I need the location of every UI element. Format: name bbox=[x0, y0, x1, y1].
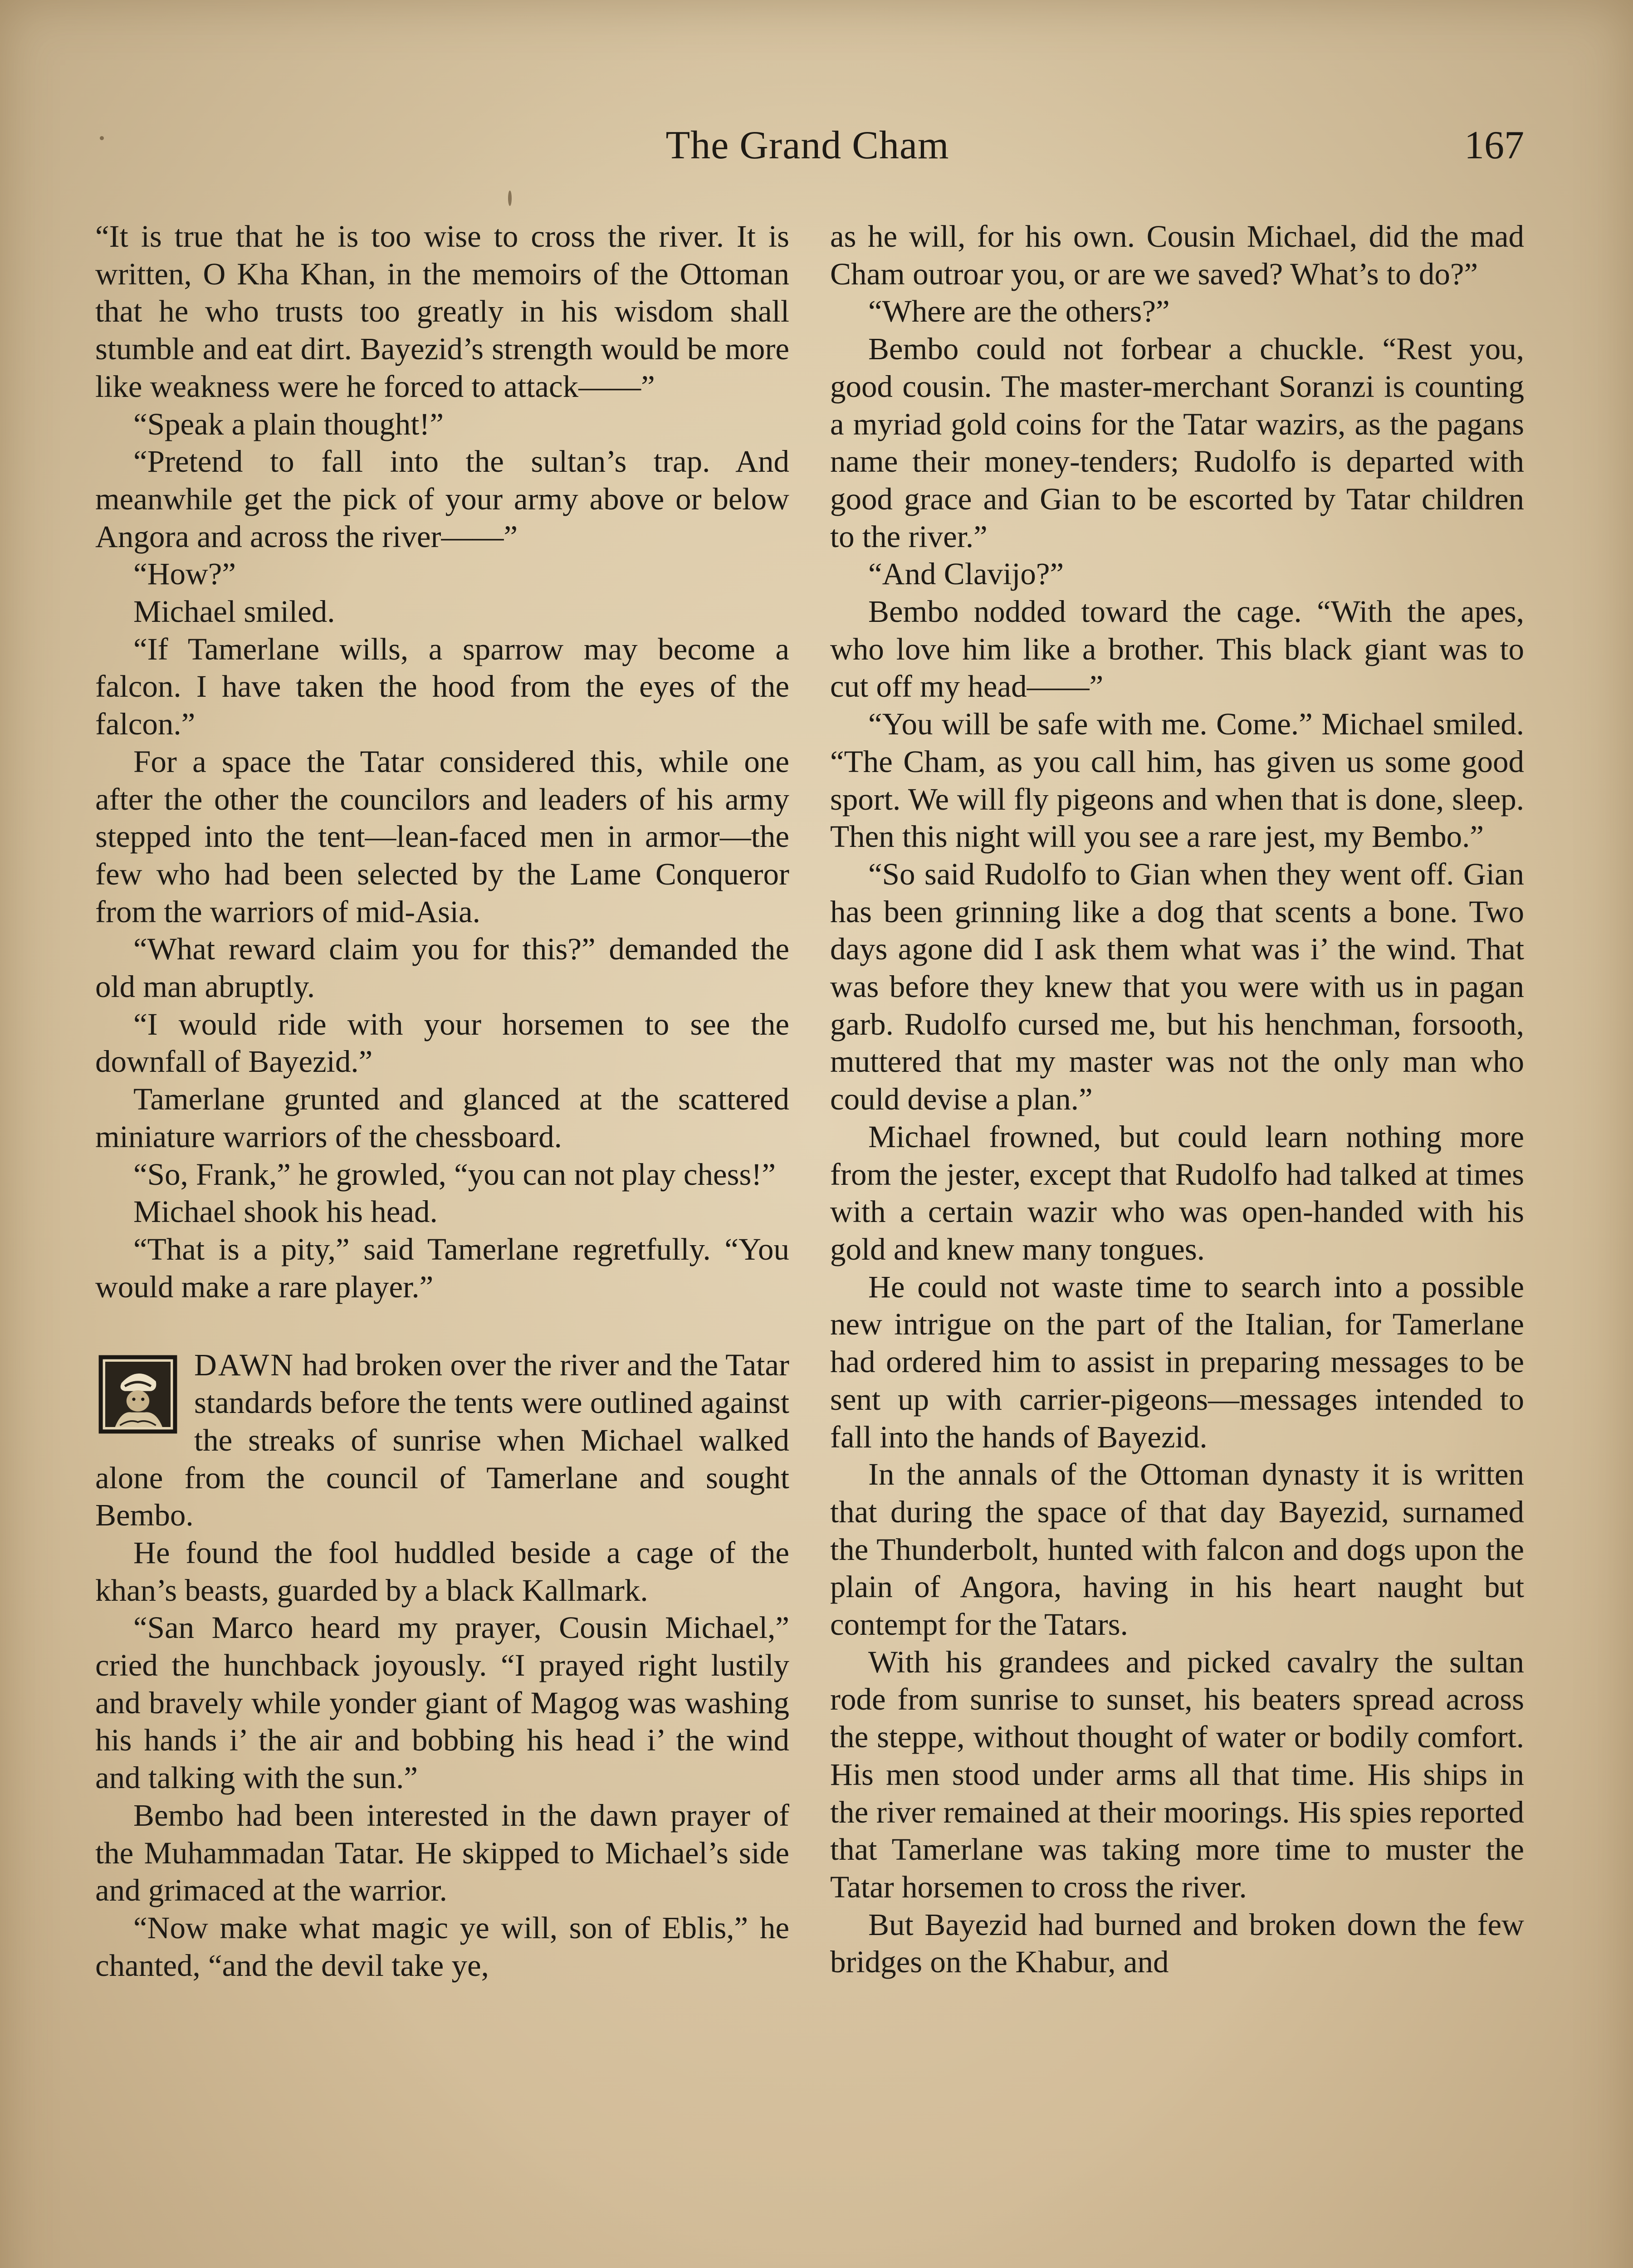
paragraph: Bembo had been interested in the dawn prayer of the Muhammadan Tatar. He skipped to Michael’s side and grimaced at the warrior. bbox=[95, 1798, 789, 1908]
paper-speck bbox=[508, 191, 512, 206]
paragraph: “If Tamerlane wills, a sparrow may become a falcon. I have taken the hood from the eyes of the falcon.” bbox=[95, 631, 789, 742]
paragraph: In the annals of the Ottoman dynasty it is written that during the space of that day Bayezid, surnamed the Thunderbolt, hunted with falcon and dogs upon the plain of Angora, having in his heart naught but contempt for the Tatars. bbox=[830, 1457, 1524, 1642]
turbaned-figure-ornament-icon bbox=[97, 1353, 179, 1436]
paragraph: He could not waste time to search into a possible new intrigue on the part of the Italian, for Tamerlane had ordered him to assist in preparing messages to be sent up with carrier-pigeons—messages intended to fall into the hands of Bayezid. bbox=[830, 1269, 1524, 1454]
paragraph: “Now make what magic ye will, son of Eblis,” he chanted, “and the devil take ye, bbox=[95, 1910, 789, 1983]
section-lead-word: DAWN bbox=[194, 1348, 295, 1383]
paragraph: “Pretend to fall into the sultan’s trap. And meanwhile get the pick of your army above or below Angora and across the river——” bbox=[95, 444, 789, 554]
paragraph: Michael frowned, but could learn nothing more from the jester, except that Rudolfo had talked at times with a certain wazir who was open-handed with his gold and knew many tongues. bbox=[830, 1119, 1524, 1266]
paragraph: “Where are the others?” bbox=[868, 294, 1170, 329]
continued-paragraph: as he will, for his own. Cousin Michael, did the mad Cham outroar you, or are we saved? What’s to do?” bbox=[830, 219, 1524, 291]
paragraph: “It is true that he is too wise to cross the river. It is written, O Kha Khan, in the memoirs of the Ottoman that he who trusts too greatly in his wisdom shall stumble and eat dirt. Bayezid’s strength would be more like weakness were he forced to attack——” bbox=[95, 219, 789, 404]
paragraph: “How?” bbox=[133, 557, 236, 591]
section-opening-text: had broken over the river and the Tatar standards before the tents were outlined against the streaks of sunrise when Michael walked alone from the council of Tamerlane and sought Bembo. bbox=[95, 1348, 789, 1533]
paragraph: “That is a pity,” said Tamerlane regretfully. “You would make a rare player.” bbox=[95, 1232, 789, 1304]
paper-speck bbox=[100, 136, 104, 140]
paragraph: Bembo nodded toward the cage. “With the apes, who love him like a brother. This black giant was to cut off my head——” bbox=[830, 594, 1524, 704]
page-number: 167 bbox=[1464, 123, 1524, 167]
paragraph: “You will be safe with me. Come.” Michael smiled. “The Cham, as you call him, has given us some good sport. We will fly pigeons and when that is done, sleep. Then this night will you see a rare jest, my Bembo.” bbox=[830, 707, 1524, 854]
paragraph: But Bayezid had burned and broken down the few bridges on the Khabur, and bbox=[830, 1907, 1524, 1980]
paragraph: Michael smiled. bbox=[133, 594, 335, 629]
left-column bbox=[95, 218, 789, 1984]
paragraph: He found the fool huddled beside a cage of the khan’s beasts, guarded by a black Kallmark. bbox=[95, 1535, 789, 1608]
section-opening-paragraph bbox=[95, 1346, 789, 1534]
paragraph: “What reward claim you for this?” demanded the old man abruptly. bbox=[95, 932, 789, 1004]
paragraph: Tamerlane grunted and glanced at the scattered miniature warriors of the chessboard. bbox=[95, 1082, 789, 1154]
paragraph: With his grandees and picked cavalry the sultan rode from sunrise to sunset, his beaters spread across the steppe, without thought of water or bodily comfort. His men stood under arms all that time. His ships in the river remained at their moorings. His spies reported that Tamerlane was taking more time to muster the Tatar horsemen to cross the river. bbox=[830, 1644, 1524, 1904]
right-column bbox=[830, 218, 1524, 1981]
section-break bbox=[95, 1305, 789, 1346]
paragraph: “I would ride with your horsemen to see the downfall of Bayezid.” bbox=[95, 1007, 789, 1079]
paragraph: “So said Rudolfo to Gian when they went off. Gian has been grinning like a dog that scents a bone. Two days agone did I ask them what was i’ the wind. That was before they knew that you were with us in pagan garb. Rudolfo cursed me, but his henchman, forsooth, muttered that my master was not the only man who could devise a plan.” bbox=[830, 856, 1524, 1117]
running-title: The Grand Cham bbox=[665, 123, 949, 167]
paragraph: For a space the Tatar considered this, while one after the other the councilors and leaders of his army stepped into the tent—lean-faced men in armor—the few who had been selected by the Lame Conqueror from the warriors of mid-Asia. bbox=[95, 744, 789, 929]
running-head bbox=[91, 122, 1524, 177]
paragraph: “San Marco heard my prayer, Cousin Michael,” cried the hunchback joyously. “I prayed right lustily and bravely while yonder giant of Magog was washing his hands i’ the air and bobbing his head i’ the wind and talking with the sun.” bbox=[95, 1610, 789, 1795]
paragraph: “So, Frank,” he growled, “you can not play chess!” bbox=[133, 1157, 776, 1192]
paragraph: “And Clavijo?” bbox=[868, 557, 1064, 591]
paragraph: Michael shook his head. bbox=[133, 1194, 438, 1229]
paragraph: “Speak a plain thought!” bbox=[133, 406, 444, 441]
paragraph: Bembo could not forbear a chuckle. “Rest you, good cousin. The master-merchant Soranzi is counting a myriad gold coins for the Tatar wazirs, as the pagans name their money-tenders; Rudolfo is departed with good grace and Gian to be escorted by Tatar children to the river.” bbox=[830, 332, 1524, 554]
